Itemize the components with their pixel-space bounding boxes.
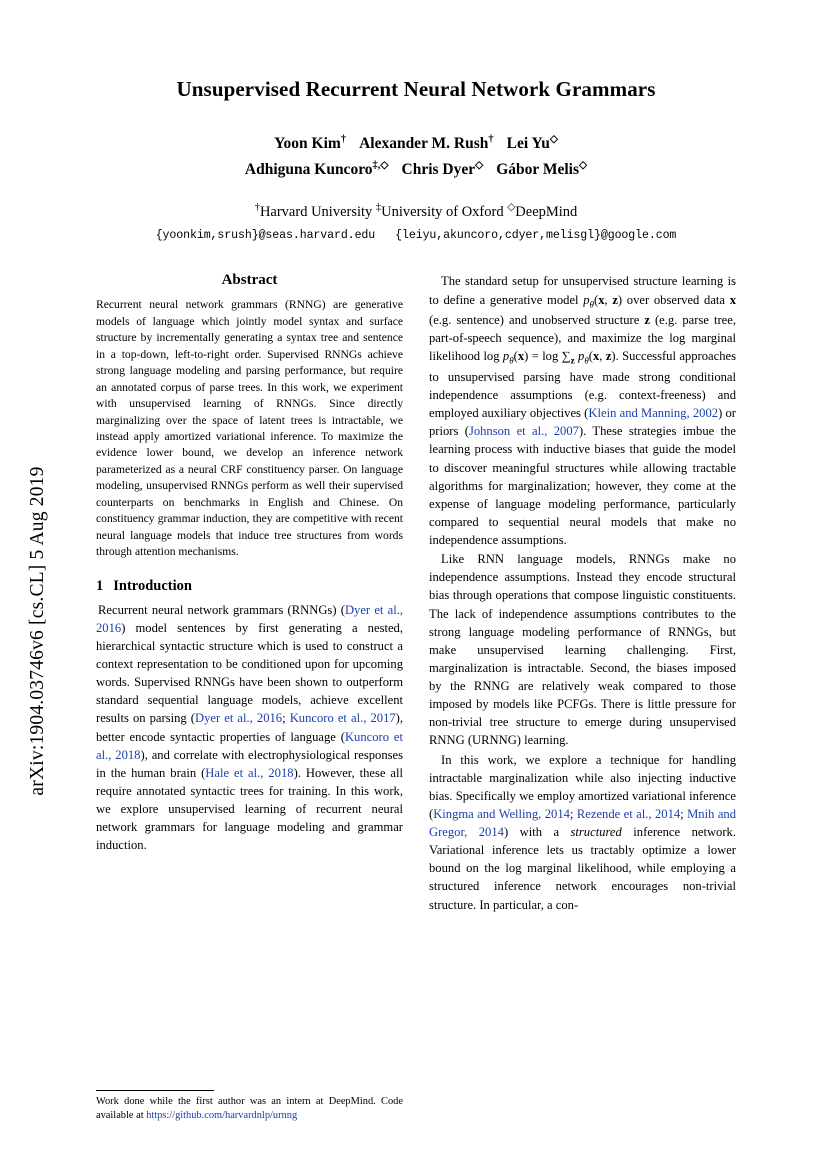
footnote-rule xyxy=(96,1090,214,1091)
author-list xyxy=(96,131,736,182)
author-name: Lei Yu xyxy=(506,135,550,153)
citation-link[interactable]: Mnih and Gregor, 2014 xyxy=(429,806,737,840)
author-affil-mark: ◇ xyxy=(579,159,588,171)
email-harvard: {yoonkim,srush}@seas.harvard.edu xyxy=(155,229,376,243)
footnote-line-2-prefix: Code available at xyxy=(96,1096,403,1122)
author-line-1 xyxy=(96,131,736,156)
citation-link[interactable]: Hale et al., 2018 xyxy=(205,765,294,780)
footnote xyxy=(96,1090,403,1123)
paper-content xyxy=(96,76,736,914)
intro-right-text xyxy=(429,272,736,913)
page-title: Unsupervised Recurrent Neural Network Grammars xyxy=(176,77,656,101)
paragraph: The standard setup for unsupervised structure learning is to define a generative model $p_\theta(x$, z) over observed data x (e.g. sentence) and unobserved structure z (e.g. parse tree, part-of-speech sequence), and maximize the log marginal likelihood $\log p_\theta(x) = \log \sum_z$ $p_\theta(x$, z). Successful approaches to unsupervised parsing have made strong conditional independence assumptions (e.g. context-freeness) and employed auxiliary objectives (Klein and Manning, 2002) or priors (Johnson et al., 2007). These strategies imbue the learning process with inductive biases that guide the model to discover meaningful structures while allowing tractable algorithms for marginalization; however, they come at the expense of language modeling performance, particularly compared to sequential neural models that make no independence assumptions. xyxy=(429,274,736,548)
citation-link[interactable]: Klein and Manning, 2002 xyxy=(588,406,719,421)
code-repository-link[interactable]: https://github.com/harvardnlp/urnng xyxy=(146,1110,298,1122)
author-name: Alexander M. Rush xyxy=(359,135,489,153)
section-number: 1 xyxy=(96,577,104,594)
citation-link[interactable]: Dyer et al., 2016 xyxy=(195,711,283,726)
section-heading-introduction xyxy=(96,578,403,595)
citation-link[interactable]: Rezende et al., 2014 xyxy=(576,806,681,821)
abstract-heading: Abstract xyxy=(221,272,278,289)
author-affil-mark: † xyxy=(340,134,347,146)
affiliation-mark: † xyxy=(254,201,260,213)
two-column-body xyxy=(96,272,736,913)
affiliation-mark: ◇ xyxy=(507,201,516,213)
author-affil-mark: ◇ xyxy=(475,159,484,171)
abstract-paragraph: Recurrent neural network grammars (RNNG) are generative models of language which jointly model syntax and surface structure by incrementally generating a syntax tree and sentence in a top-down, left-to-right order. Supervised RNNGs achieve strong language modeling and parsing performance, but require an annotated corpus of parse trees. In this work, we experiment with unsupervised learning of RNNGs. Since directly marginalizing over the space of latent trees is intractable, we instead apply amortized variational inference. To maximize the evidence lower bound, we develop an inference network parameterized as a neural CRF constituency parser. On language modeling, unsupervised RNNGs perform as well their supervised counterparts on benchmarks in English and Chinese. On constituency grammar induction, they are competitive with recent neural language models that induce tree structures from words through attention mechanisms. xyxy=(96,298,403,559)
author-name: Gábor Melis xyxy=(496,160,580,178)
author-name: Adhiguna Kuncoro xyxy=(244,160,373,178)
section-title: Introduction xyxy=(113,577,192,594)
intro-left-text xyxy=(96,601,403,855)
affiliation-mark: ‡ xyxy=(375,201,382,213)
citation-link[interactable]: Dyer et al., 2016 xyxy=(96,602,403,635)
citation-link[interactable]: Johnson et al., 2007 xyxy=(468,424,579,439)
citation-link[interactable]: Kingma and Welling, 2014 xyxy=(433,806,570,821)
author-name: Chris Dyer xyxy=(401,160,476,178)
arxiv-identifier-stamp: arXiv:1904.03746v6 [cs.CL] 5 Aug 2019 xyxy=(27,466,48,796)
footnote-line-1: Work done while the first author was an intern at DeepMind. xyxy=(96,1096,376,1107)
author-affil-mark: ◇ xyxy=(549,134,558,146)
affiliation-name: DeepMind xyxy=(515,203,578,220)
left-column xyxy=(96,272,403,854)
author-affil-mark: ‡,◇ xyxy=(372,159,389,171)
paragraph: Recurrent neural network grammars (RNNGs) (Dyer et al., 2016) model sentences by first generating a nested, hierarchical syntactic structure which is used to construct a context representation to be conditioned upon for upcoming words. Supervised RNNGs have been shown to outperform standard sequential language models, achieve excellent results on parsing (Dyer et al., 2016; Kuncoro et al., 2017), better encode syntactic properties of language (Kuncoro et al., 2018), and correlate with electrophysiological responses in the human brain (Hale et al., 2018). However, these all require annotated syntactic trees for training. In this work, we explore unsupervised learning of recurrent neural network grammars for language modeling and grammar induction. xyxy=(96,602,404,853)
author-name: Yoon Kim xyxy=(274,135,341,153)
paragraph: Like RNN language models, RNNGs make no independence assumptions. Instead they encode structural bias through operations that compose linguistic constituents. The lack of independence assumptions contributes to the strong language modeling performance of RNNGs, but make unsupervised learning challenging. First, marginalization is intractable. Second, the biases imposed by the RNNG are relatively weak compared to those imposed by models like PCFGs. There is little pressure for non-trivial tree structure to emerge during unsupervised RNNG (URNNG) learning. xyxy=(429,552,736,748)
citation-link[interactable]: Kuncoro et al., 2018 xyxy=(96,729,403,762)
right-column xyxy=(429,272,736,913)
abstract-body xyxy=(96,297,403,560)
affiliation-name: Harvard University xyxy=(259,203,373,220)
author-affil-mark: † xyxy=(488,134,494,146)
affiliation-name: University of Oxford xyxy=(381,203,504,220)
author-line-2 xyxy=(96,157,736,182)
email-google: {leiyu,akuncoro,cdyer,melisgl}@google.com xyxy=(395,229,677,243)
citation-link[interactable]: Kuncoro et al., 2017 xyxy=(289,711,396,726)
footnote-text xyxy=(96,1095,403,1123)
author-emails xyxy=(96,229,736,242)
affiliation-list xyxy=(96,200,736,224)
paragraph: In this work, we explore a technique for handling intractable marginalization while also injecting inductive bias. Specifically we employ amortized variational inference (Kingma and Welling, 2014; Rezende et al., 2014; Mnih and Gregor, 2014) with a structured inference network. Variational inference lets us tractably optimize a lower bound on the log marginal likelihood, while employing a structured inference network encourages non-trivial structure. In particular, a con- xyxy=(429,752,737,912)
